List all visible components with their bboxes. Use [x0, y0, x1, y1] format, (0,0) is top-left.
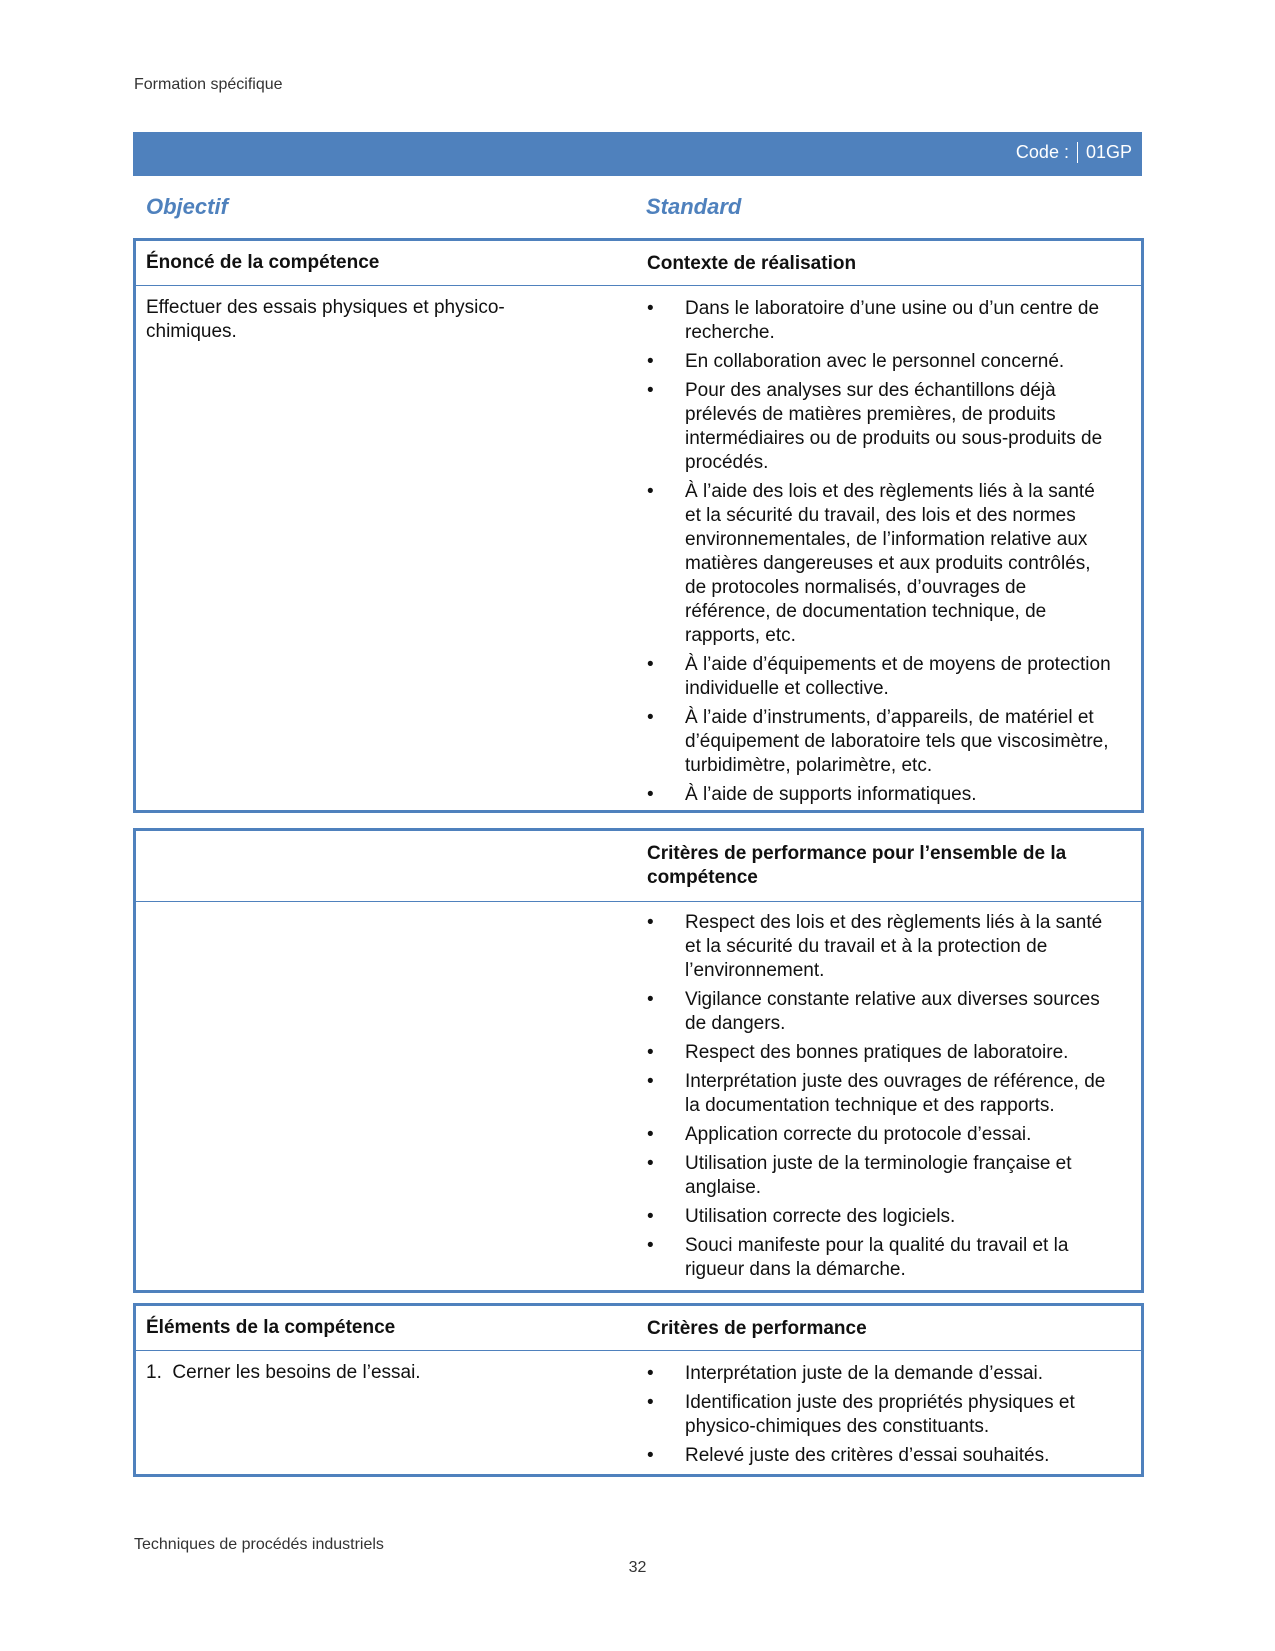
footer-title: Techniques de procédés industriels	[134, 1536, 384, 1553]
context-header: Contexte de réalisation	[647, 253, 857, 274]
table-header	[136, 831, 1141, 902]
code-bar	[133, 132, 1142, 176]
criteria-item: • Souci manifeste pour la qualité du travail et la rigueur dans la démarche.	[647, 1234, 1112, 1282]
criteria-item: • Application correcte du protocole d’essai.	[647, 1123, 1112, 1147]
global-criteria-table	[133, 828, 1144, 1293]
global-criteria-list	[647, 911, 1112, 1287]
code-value: 01GP	[1077, 142, 1132, 163]
table-header	[136, 1306, 1141, 1351]
context-item: • À l’aide des lois et des règlements liés à la santé et la sécurité du travail, des lois et des normes environnementales, de l’information relative aux matières dangereuses et aux produits contrôlés, de protocoles normalisés, d’ouvrages de référence, de documentation technique, de rapports, etc.	[647, 480, 1112, 648]
performance-criteria-list	[647, 1362, 1112, 1473]
context-item: • Pour des analyses sur des échantillons déjà prélevés de matières premières, de produits intermédiaires ou de produits ou sous-produits de procédés.	[647, 379, 1112, 475]
competence-element: 1. Cerner les besoins de l’essai.	[146, 1362, 421, 1383]
criteria-item: • Utilisation correcte des logiciels.	[647, 1205, 1112, 1229]
context-item: • À l’aide de supports informatiques.	[647, 783, 1112, 807]
elements-criteria-table	[133, 1303, 1144, 1477]
competence-statement: Effectuer des essais physiques et physico-chimiques.	[146, 297, 505, 342]
criteria-item: • Interprétation juste des ouvrages de référence, de la documentation technique et des rapports.	[647, 1070, 1112, 1118]
context-item: • Dans le laboratoire d’une usine ou d’un centre de recherche.	[647, 297, 1112, 345]
context-item: • À l’aide d’équipements et de moyens de protection individuelle et collective.	[647, 653, 1112, 701]
standard-title: Standard	[646, 194, 742, 219]
criteria-item: • Respect des lois et des règlements liés à la santé et la sécurité du travail et à la protection de l’environnement.	[647, 911, 1112, 983]
page-number: 32	[628, 1559, 647, 1576]
table-header	[136, 241, 1141, 286]
competence-statement-header: Énoncé de la compétence	[146, 252, 380, 273]
context-list	[647, 297, 1112, 812]
global-criteria-header: Critères de performance pour l’ensemble de la compétence	[647, 843, 1067, 888]
criteria-item: • Vigilance constante relative aux diverses sources de dangers.	[647, 988, 1112, 1036]
competence-context-table	[133, 238, 1144, 813]
criteria-item: • Utilisation juste de la terminologie française et anglaise.	[647, 1152, 1112, 1200]
criteria-item: • Respect des bonnes pratiques de laboratoire.	[647, 1041, 1112, 1065]
context-item: • En collaboration avec le personnel concerné.	[647, 350, 1112, 374]
performance-criteria-header: Critères de performance	[647, 1318, 867, 1339]
running-header: Formation spécifique	[134, 76, 283, 93]
criteria-item: • Relevé juste des critères d’essai souhaités.	[647, 1444, 1112, 1468]
objectif-title: Objectif	[146, 194, 228, 219]
elements-header: Éléments de la compétence	[146, 1317, 396, 1338]
criteria-item: • Interprétation juste de la demande d’essai.	[647, 1362, 1112, 1386]
code-label: Code :	[1015, 142, 1069, 162]
criteria-item: • Identification juste des propriétés physiques et physico-chimiques des constituants.	[647, 1391, 1112, 1439]
context-item: • À l’aide d’instruments, d’appareils, de matériel et d’équipement de laboratoire tels que viscosimètre, turbidimètre, polarimètre, etc.	[647, 706, 1112, 778]
code-box	[1016, 142, 1132, 163]
